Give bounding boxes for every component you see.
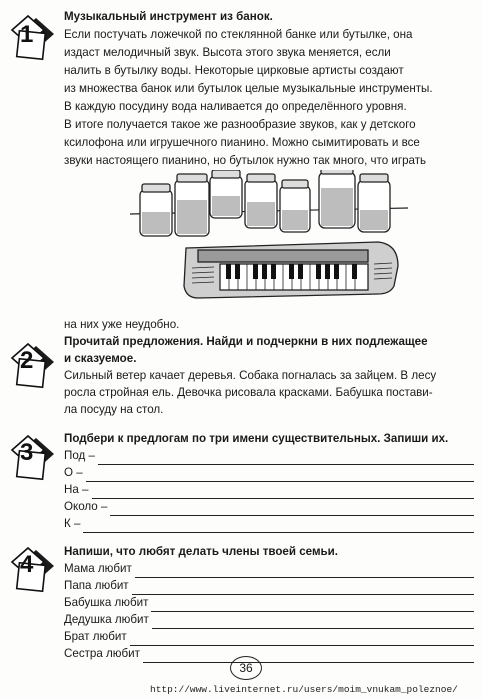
- task-1-number: 1: [20, 21, 34, 48]
- answer-row-label: Под –: [64, 449, 95, 462]
- answer-row-label: На –: [64, 483, 89, 496]
- task-1-line: из множества банок или бутылок целые музыкальные инструменты.: [64, 82, 433, 95]
- task-1-line: издаст мелодичный звук. Высота этого звука меняется, если: [64, 46, 391, 59]
- answer-line[interactable]: [83, 520, 474, 533]
- task-4-title: Напиши, что любят делать члены твоей семьи.: [64, 545, 339, 558]
- task-3-answer-row[interactable]: [64, 498, 474, 516]
- answer-line[interactable]: [132, 582, 474, 595]
- task-2-badge: [8, 336, 58, 399]
- answer-line[interactable]: [86, 469, 474, 482]
- task-4-answer-row[interactable]: [64, 594, 474, 612]
- answer-line[interactable]: [152, 616, 474, 629]
- answer-line[interactable]: [130, 633, 474, 646]
- task-3-badge: [8, 428, 58, 491]
- task-4-answer-row[interactable]: [64, 628, 474, 646]
- task-1-line: ксилофона или игрушечного пианино. Можно сымитировать и все: [64, 136, 420, 149]
- task-4-badge: [8, 540, 58, 603]
- task-2-sentence-line: Сильный ветер качает деревья. Собака погналась за зайцем. В лесу: [64, 369, 437, 382]
- source-url: http://www.liveinternet.ru/users/moim_vnukam_poleznoe/: [150, 684, 458, 695]
- task-2-sentence-line: ла посуду на стол.: [64, 403, 164, 416]
- task-4-answer-row[interactable]: [64, 560, 474, 578]
- answer-line[interactable]: [110, 503, 474, 516]
- task-3-answer-row[interactable]: [64, 464, 474, 482]
- task-3-answer-row[interactable]: [64, 515, 474, 533]
- task-2-sentence-line: росла стройная ель. Девочка рисовала красками. Бабушка постави-: [64, 386, 433, 399]
- task-3-answer-row[interactable]: [64, 447, 474, 465]
- task-3-title: Подбери к предлогам по три имени существительных. Запиши их.: [64, 432, 449, 445]
- task-3-number: 3: [20, 439, 34, 466]
- task-4-answer-row[interactable]: [64, 645, 474, 663]
- task-1-line: В итоге получается такое же разнообразие звуков, как у детского: [64, 118, 416, 131]
- answer-row-label: Бабушка любит: [64, 596, 149, 609]
- task-2-title: и сказуемое.: [64, 352, 137, 365]
- answer-row-label: Дедушка любит: [64, 613, 149, 626]
- task-1-continuation: на них уже неудобно.: [64, 318, 180, 331]
- answer-row-label: О –: [64, 466, 83, 479]
- task-1-line: налить в бутылку воды. Некоторые цирковые артисты создают: [64, 64, 404, 77]
- answer-row-label: Сестра любит: [64, 647, 140, 660]
- answer-row-label: Мама любит: [64, 562, 132, 575]
- answer-row-label: Папа любит: [64, 579, 129, 592]
- task-1-line: В каждую посудину вода наливается до определённого уровня.: [64, 100, 407, 113]
- task-2-number: 2: [20, 347, 34, 374]
- answer-line[interactable]: [98, 452, 474, 465]
- answer-row-label: К –: [64, 517, 81, 530]
- task-3-answer-row[interactable]: [64, 481, 474, 499]
- task-2-title: Прочитай предложения. Найди и подчеркни в них подлежащее: [64, 335, 428, 348]
- answer-line[interactable]: [143, 650, 474, 663]
- answer-line[interactable]: [135, 565, 474, 578]
- answer-line[interactable]: [92, 486, 475, 499]
- task-1-badge: [8, 8, 58, 71]
- answer-row-label: Около –: [64, 500, 108, 513]
- task-1-title: Музыкальный инструмент из банок.: [64, 10, 273, 23]
- task-4-answer-row[interactable]: [64, 611, 474, 629]
- page-number-text: 36: [239, 661, 253, 675]
- page-number: [230, 656, 262, 680]
- jars-and-keyboard-illustration: [128, 170, 418, 307]
- answer-row-label: Брат любит: [64, 630, 127, 643]
- task-1-line: звуки настоящего пианино, но бутылок нужно так много, что играть: [64, 154, 427, 167]
- task-4-number: 4: [20, 551, 34, 578]
- task-1-line: Если постучать ложечкой по стеклянной банке или бутылке, она: [64, 28, 413, 41]
- task-4-answer-row[interactable]: [64, 577, 474, 595]
- answer-line[interactable]: [151, 599, 474, 612]
